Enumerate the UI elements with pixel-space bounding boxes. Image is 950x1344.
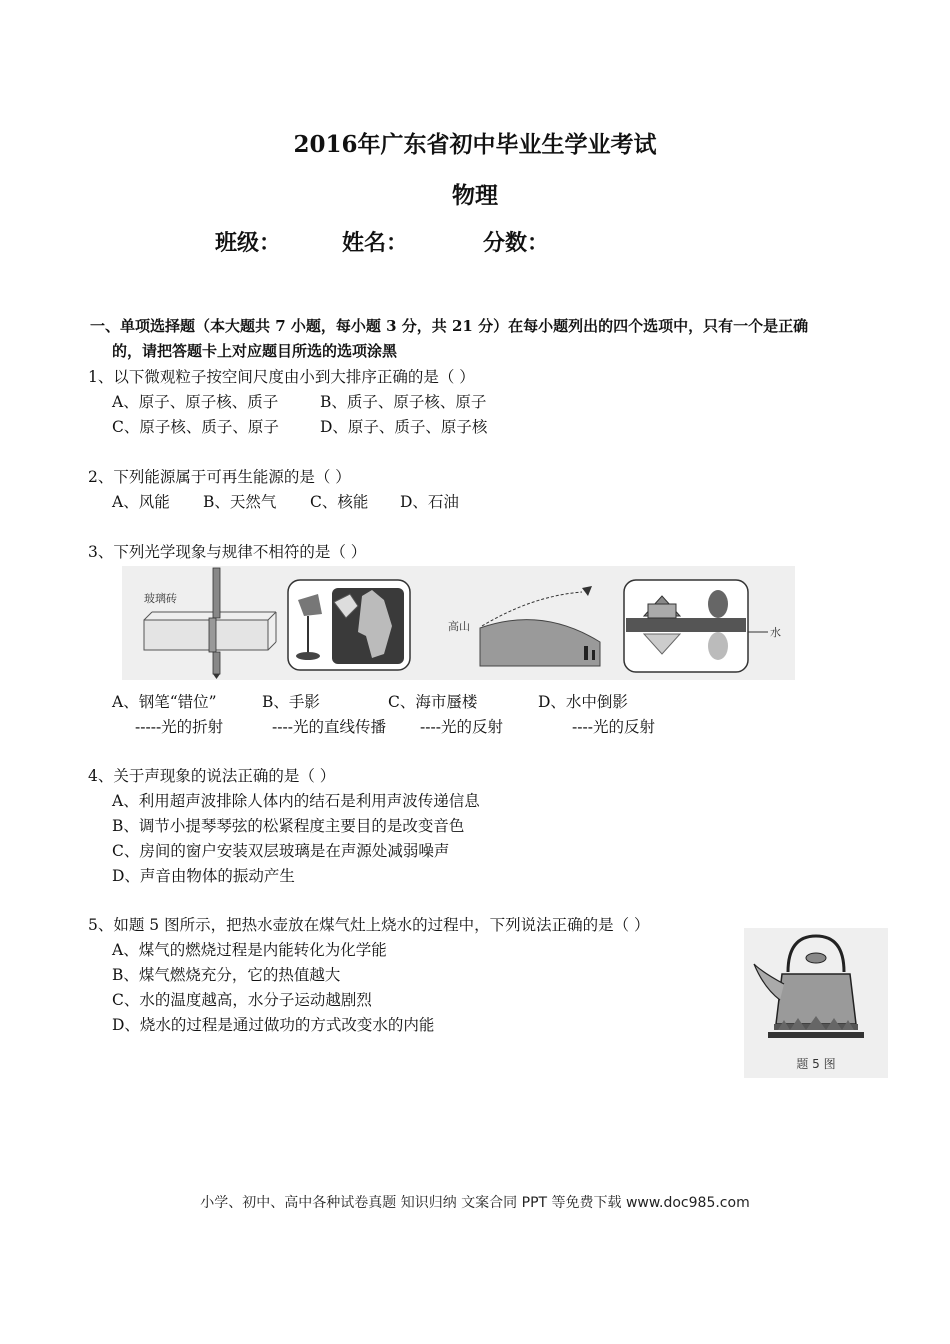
q5-option-a: A、煤气的燃烧过程是内能转化为化学能 (112, 941, 387, 959)
q1-option-d: D、原子、质子、原子核 (320, 418, 488, 436)
q2-option-b: B、天然气 (203, 493, 277, 511)
q1-option-c: C、原子核、质子、原子 (112, 418, 279, 436)
q3-option-a-law: -----光的折射 (135, 718, 224, 736)
q3-option-d: D、水中倒影 (538, 693, 628, 711)
kettle-figure (744, 928, 888, 1078)
class-label: 班级： (215, 230, 282, 256)
q5-stem: 5、如题 5 图所示，把热水壶放在煤气灶上烧水的过程中，下列说法正确的是（ ） (88, 916, 650, 934)
name-label: 姓名： (342, 230, 409, 256)
footer-note: 小学、初中、高中各种试卷真题 知识归纳 文案合同 PPT 等免费下载 www.doc985.com (200, 1195, 750, 1211)
q3-option-c: C、海市蜃楼 (388, 693, 478, 711)
q4-option-d: D、声音由物体的振动产生 (112, 867, 295, 885)
q1-option-b: B、质子、原子核、原子 (320, 393, 487, 411)
score-label: 分数： (483, 230, 550, 256)
q3-stem: 3、下列光学现象与规律不相符的是（ ） (88, 543, 367, 561)
q4-option-a: A、利用超声波排除人体内的结石是利用声波传递信息 (112, 792, 480, 810)
q3-option-b: B、手影 (262, 693, 320, 711)
q3-option-a: A、钢笔“错位” (112, 693, 217, 711)
q5-option-b: B、煤气燃烧充分，它的热值越大 (112, 966, 341, 984)
q4-option-c: C、房间的窗户安装双层玻璃是在声源处减弱噪声 (112, 842, 450, 860)
q1-option-a: A、原子、原子核、质子 (112, 393, 279, 411)
q5-option-d: D、烧水的过程是通过做功的方式改变水的内能 (112, 1016, 435, 1034)
hand-shadow-figure (288, 580, 410, 670)
q4-option-b: B、调节小提琴琴弦的松紧程度主要目的是改变音色 (112, 817, 465, 835)
q1-stem: 1、以下微观粒子按空间尺度由小到大排序正确的是（ ） (88, 368, 475, 386)
q2-stem: 2、下列能源属于可再生能源的是（ ） (88, 468, 351, 486)
q5-option-c: C、水的温度越高，水分子运动越剧烈 (112, 991, 372, 1009)
q2-option-c: C、核能 (310, 493, 369, 511)
water-label: 水 (770, 626, 781, 639)
q3-option-c-law: ----光的反射 (420, 718, 503, 736)
q3-option-d-law: ----光的反射 (572, 718, 655, 736)
mountain-label: 高山 (448, 620, 470, 633)
q3-figure-strip (122, 566, 795, 680)
section-heading: 一、单项选择题（本大题共 7 小题，每小题 3 分，共 21 分）在每小题列出的四个选项中，只有一个是正确 (90, 317, 809, 335)
section-heading-cont: 的，请把答题卡上对应题目所选的选项涂黑 (112, 342, 398, 360)
q4-stem: 4、关于声现象的说法正确的是（ ） (88, 767, 336, 785)
q2-option-a: A、风能 (112, 493, 170, 511)
fig5-caption: 题 5 图 (796, 1057, 836, 1071)
exam-title: 2016年广东省初中毕业生学业考试 (293, 131, 657, 158)
q3-option-b-law: ----光的直线传播 (272, 718, 386, 736)
subject-title: 物理 (452, 182, 498, 209)
q2-option-d: D、石油 (400, 493, 459, 511)
glass-brick-label: 玻璃砖 (144, 592, 177, 605)
